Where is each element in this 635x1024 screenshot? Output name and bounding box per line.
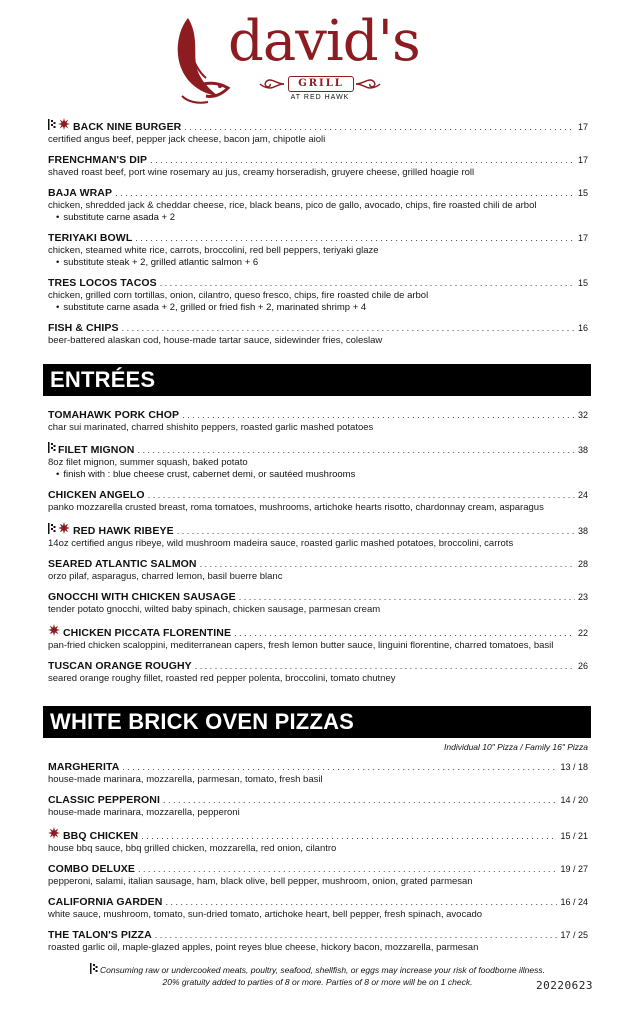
logo-grill-badge: GRILL <box>288 76 354 92</box>
dot-leader <box>234 627 575 640</box>
menu-item-name: FISH & CHIPS <box>48 322 119 334</box>
menu-item-price: 17 <box>577 233 588 243</box>
pizza-size-note: Individual 10" Pizza / Family 16" Pizza <box>444 742 588 752</box>
menu-item-description: pan-fried chicken scaloppini, mediterranean capers, fresh lemon butter sauce, linguini florentine, charred tomatoes, basil <box>48 640 554 651</box>
dot-leader <box>150 154 575 167</box>
menu-item-option <box>48 469 588 481</box>
menu-item-description: house-made marinara, mozzarella, pepperoni <box>48 807 240 818</box>
menu-item-price: 13 / 18 <box>560 762 588 772</box>
menu-item-name: GNOCCHI WITH CHICKEN SAUSAGE <box>48 591 236 603</box>
raw-icon <box>48 523 56 534</box>
menu-item-name: BBQ CHICKEN <box>63 830 139 842</box>
menu-item-row <box>48 863 588 876</box>
menu-item-name: TRES LOCOS TACOS <box>48 277 157 289</box>
section-title: WHITE BRICK OVEN PIZZAS <box>50 709 355 734</box>
menu-item-name: THE TALON'S PIZZA <box>48 929 152 941</box>
menu-item <box>48 154 588 179</box>
dot-leader <box>148 489 575 502</box>
section-title: ENTRÉES <box>50 367 156 392</box>
menu-item-description: certified angus beef, pepper jack cheese, bacon jam, chipotle aioli <box>48 134 326 145</box>
restaurant-logo <box>0 0 635 108</box>
date-stamp: 20220623 <box>536 979 593 992</box>
menu-item <box>48 660 588 685</box>
menu-item <box>48 761 588 786</box>
dot-leader <box>137 444 575 457</box>
red-hawk-icon <box>48 827 60 839</box>
menu-item-price: 17 <box>577 122 588 132</box>
dot-leader <box>138 863 558 876</box>
menu-item-row <box>48 558 588 571</box>
menu-item-row <box>48 187 588 200</box>
dot-leader <box>160 277 575 290</box>
dot-leader <box>182 409 575 422</box>
raw-icon <box>48 442 56 453</box>
dot-leader <box>122 761 557 774</box>
menu-item-row <box>48 154 588 167</box>
menu-item-description: orzo pilaf, asparagus, charred lemon, basil buerre blanc <box>48 571 283 582</box>
entrees-header <box>43 364 591 396</box>
menu-item-price: 38 <box>577 445 588 455</box>
menu-item-name: CLASSIC PEPPERONI <box>48 794 160 806</box>
menu-item <box>48 409 588 434</box>
menu-item-name: BACK NINE BURGER <box>73 121 182 133</box>
menu-item <box>48 558 588 583</box>
menu-item-name: COMBO DELUXE <box>48 863 135 875</box>
menu-item-row <box>48 442 588 457</box>
menu-item <box>48 591 588 616</box>
dot-leader <box>239 591 575 604</box>
menu-item <box>48 442 588 481</box>
menu-item-row <box>48 929 588 942</box>
bullet-icon: • <box>56 302 60 313</box>
menu-item-name: FILET MIGNON <box>58 444 135 456</box>
dot-leader <box>115 187 575 200</box>
menu-item-name: RED HAWK RIBEYE <box>73 525 174 537</box>
ornament-icon <box>354 76 382 92</box>
menu-item-description: roasted garlic oil, maple-glazed apples, point reyes blue cheese, hickory bacon, mozzarella, parmesan <box>48 942 479 953</box>
menu-item-row <box>48 794 588 807</box>
menu-item-description: house-made marinara, mozzarella, parmesan, tomato, fresh basil <box>48 774 323 785</box>
menu-item-row <box>48 624 588 640</box>
menu-item-price: 38 <box>577 526 588 536</box>
menu-item-price: 26 <box>577 661 588 671</box>
menu-item-description: chicken, shredded jack & cheddar cheese, rice, black beans, pico de gallo, avocado, chips, fire roasted chili de arbol <box>48 200 537 211</box>
menu-item-price: 17 / 25 <box>560 930 588 940</box>
menu-item-name: BAJA WRAP <box>48 187 113 199</box>
menu-item-name: CHICKEN ANGELO <box>48 489 145 501</box>
menu-item <box>48 863 588 888</box>
menu-item <box>48 187 588 224</box>
dot-leader <box>200 558 575 571</box>
top-menu-list <box>48 118 588 347</box>
menu-item <box>48 896 588 921</box>
menu-item-row <box>48 660 588 673</box>
menu-item <box>48 118 588 146</box>
menu-item-price: 16 <box>577 323 588 333</box>
dot-leader <box>195 660 575 673</box>
dot-leader <box>177 525 575 538</box>
menu-item-price: 17 <box>577 155 588 165</box>
pizzas-list <box>48 761 588 954</box>
menu-item-row <box>48 277 588 290</box>
bullet-icon: • <box>56 257 60 268</box>
menu-item-name: CHICKEN PICCATA FLORENTINE <box>63 627 232 639</box>
menu-item-row <box>48 489 588 502</box>
menu-item-description: beer-battered alaskan cod, house-made tartar sauce, sidewinder fries, coleslaw <box>48 335 383 346</box>
menu-item-description: 8oz filet mignon, summer squash, baked potato <box>48 457 248 468</box>
menu-item-price: 28 <box>577 559 588 569</box>
dot-leader <box>155 929 558 942</box>
menu-item-description: chicken, grilled corn tortillas, onion, cilantro, queso fresco, chips, fire roasted chile de arbol <box>48 290 429 301</box>
bullet-icon: • <box>56 212 60 223</box>
menu-item-description: panko mozzarella crusted breast, roma tomatoes, mushrooms, artichoke hearts risotto, chardonnay cream, asparagus <box>48 502 544 513</box>
dot-leader <box>163 794 557 807</box>
menu-item-description: pepperoni, salami, italian sausage, ham, black olive, bell pepper, mushroom, onion, grated parmesan <box>48 876 473 887</box>
option-text: finish with : blue cheese crust, cabernet demi, or sautéed mushrooms <box>63 469 356 480</box>
logo-wordmark: david's <box>228 9 420 74</box>
bullet-icon: • <box>56 469 60 480</box>
menu-item-description: tender potato gnocchi, wilted baby spinach, chicken sausage, parmesan cream <box>48 604 381 615</box>
red-hawk-icon <box>48 624 60 636</box>
menu-item-price: 22 <box>577 628 588 638</box>
dot-leader <box>122 322 575 335</box>
menu-item-description: shaved roast beef, port wine rosemary au jus, creamy horseradish, gruyere cheese, grilled hoagie roll <box>48 167 475 178</box>
dot-leader <box>165 896 557 909</box>
menu-item-price: 15 <box>577 188 588 198</box>
menu-item-price: 32 <box>577 410 588 420</box>
footer-line-2: 20% gratuity added to parties of 8 or more. Parties of 8 or more will be on 1 check. <box>162 977 473 987</box>
ornament-icon <box>258 76 286 92</box>
menu-item <box>48 794 588 819</box>
menu-item-option <box>48 212 588 224</box>
menu-item-price: 19 / 27 <box>560 864 588 874</box>
menu-item-name: TOMAHAWK PORK CHOP <box>48 409 180 421</box>
menu-item-price: 15 / 21 <box>560 831 588 841</box>
menu-item-name: TUSCAN ORANGE ROUGHY <box>48 660 192 672</box>
red-hawk-icon <box>58 522 70 534</box>
menu-item <box>48 322 588 347</box>
menu-item-price: 23 <box>577 592 588 602</box>
menu-item-price: 14 / 20 <box>560 795 588 805</box>
menu-item-name: MARGHERITA <box>48 761 120 773</box>
option-text: substitute carne asada + 2, grilled or fried fish + 2, marinated shrimp + 4 <box>63 302 367 313</box>
menu-item-option <box>48 257 588 269</box>
menu-item <box>48 522 588 550</box>
menu-item <box>48 489 588 514</box>
menu-item-row <box>48 522 588 538</box>
option-text: substitute carne asada + 2 <box>63 212 176 223</box>
menu-item-description: chicken, steamed white rice, carrots, broccolini, red bell peppers, teriyaki glaze <box>48 245 379 256</box>
menu-item-description: house bbq sauce, bbq grilled chicken, mozzarella, red onion, cilantro <box>48 843 337 854</box>
menu-item-row <box>48 409 588 422</box>
menu-item-row <box>48 232 588 245</box>
menu-item <box>48 827 588 855</box>
menu-item <box>48 232 588 269</box>
red-hawk-icon <box>58 118 70 130</box>
raw-icon <box>48 119 56 130</box>
menu-item-name: CALIFORNIA GARDEN <box>48 896 163 908</box>
menu-item-row <box>48 761 588 774</box>
menu-item-price: 24 <box>577 490 588 500</box>
menu-item-row <box>48 896 588 909</box>
menu-item <box>48 624 588 652</box>
dot-leader <box>141 830 557 843</box>
footer-line-1: Consuming raw or undercooked meats, poultry, seafood, shellfish, or eggs may increase your risk of foodborne illness. <box>100 965 545 975</box>
menu-item <box>48 277 588 314</box>
menu-item-description: 14oz certified angus ribeye, wild mushroom madeira sauce, roasted garlic mashed potatoes, broccolini, carrots <box>48 538 514 549</box>
menu-item-name: FRENCHMAN'S DIP <box>48 154 148 166</box>
menu-item-price: 15 <box>577 278 588 288</box>
raw-icon <box>90 963 98 974</box>
menu-item <box>48 929 588 954</box>
menu-item-price: 16 / 24 <box>560 897 588 907</box>
menu-item-row <box>48 591 588 604</box>
raw-food-warning <box>0 963 635 976</box>
dot-leader <box>184 121 575 134</box>
menu-item-option <box>48 302 588 314</box>
logo-tagline: AT RED HAWK <box>290 94 350 101</box>
menu-item-description: white sauce, mushroom, tomato, sun-dried tomato, artichoke heart, bell pepper, fresh spinach, avocado <box>48 909 483 920</box>
menu-item-row <box>48 827 588 843</box>
menu-item-row <box>48 322 588 335</box>
pizzas-header <box>43 706 591 738</box>
entrees-list <box>48 409 588 685</box>
menu-item-row <box>48 118 588 134</box>
dot-leader <box>135 232 575 245</box>
menu-item-description: seared orange roughy fillet, roasted red pepper polenta, broccolini, tomato chutney <box>48 673 396 684</box>
menu-item-name: TERIYAKI BOWL <box>48 232 133 244</box>
menu-item-description: char sui marinated, charred shishito peppers, roasted garlic mashed potatoes <box>48 422 374 433</box>
menu-item-name: SEARED ATLANTIC SALMON <box>48 558 197 570</box>
option-text: substitute steak + 2, grilled atlantic salmon + 6 <box>63 257 259 268</box>
